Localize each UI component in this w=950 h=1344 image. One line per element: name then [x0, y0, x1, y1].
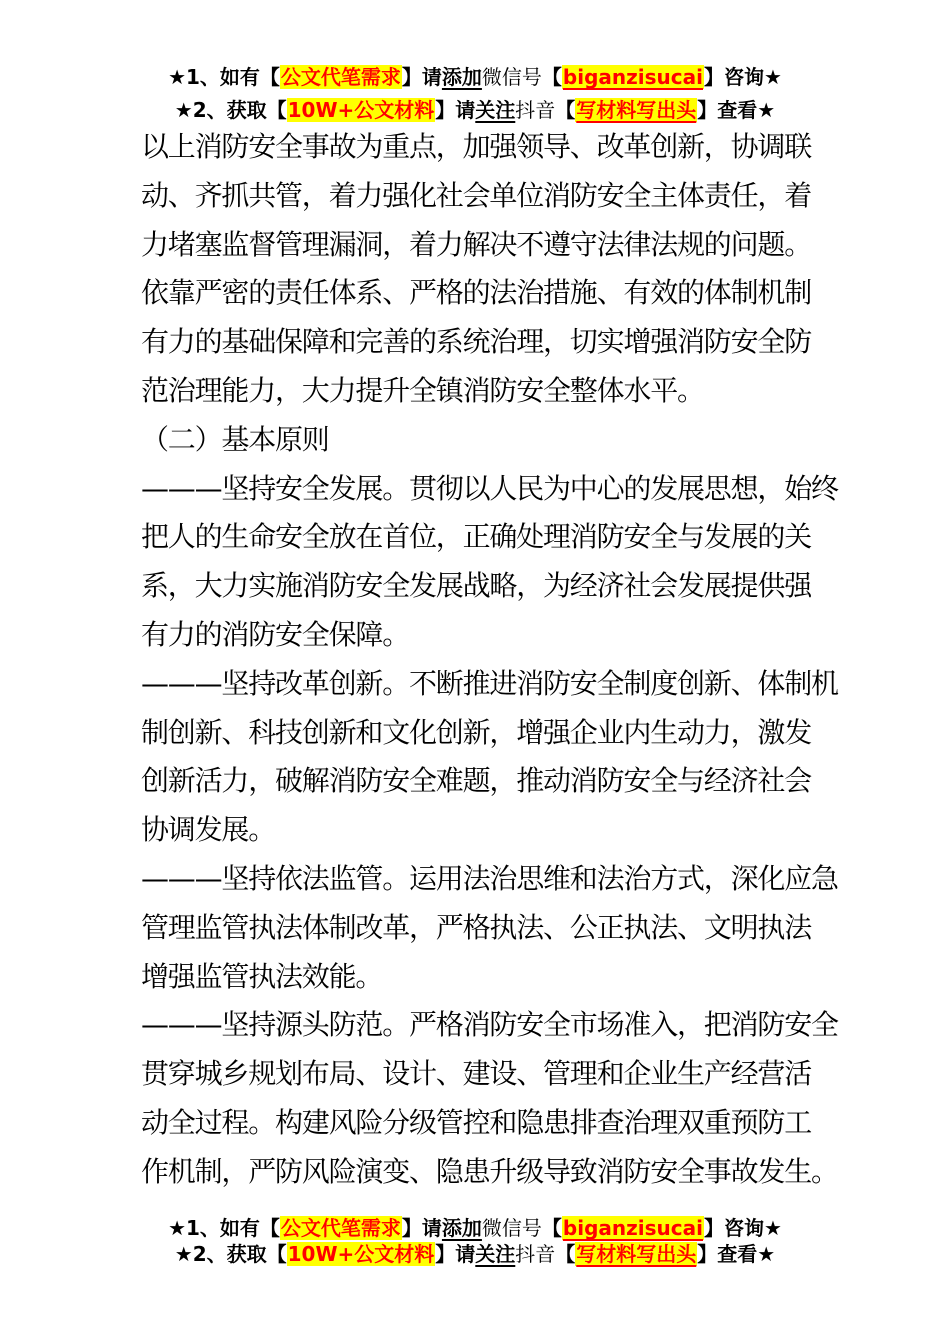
promo-account-highlight: 写材料写出头 [576, 1242, 697, 1266]
header-promo [0, 61, 950, 126]
body-line: 有力的基础保障和完善的系统治理，切实增强消防安全防 [141, 325, 812, 359]
body-line: 动、齐抓共管，着力强化社会单位消防安全主体责任，着 [141, 178, 812, 212]
promo-channel-douyin: 抖音 [515, 97, 556, 122]
promo-bracket-close: 】 [697, 1242, 718, 1266]
body-line: 以上消防安全事故为重点，加强领导、改革创新，协调联 [141, 130, 812, 163]
body-line: ———坚持安全发展。贯彻以人民为中心的发展思想，始终 [141, 471, 838, 505]
promo-prefix: ★1、如有【 [168, 65, 280, 89]
promo-bracket-open: 【 [541, 1216, 562, 1240]
body-line: ———坚持源头防范。严格消防安全市场准入，把消防安全 [141, 1008, 838, 1042]
footer-promo-line-1 [0, 1215, 950, 1241]
body-line: 贯穿城乡规划布局、设计、建设、管理和企业生产经营活 [141, 1057, 812, 1091]
promo-prefix: ★2、获取【 [174, 1242, 287, 1266]
promo-material-highlight: 10W+公文材料 [287, 1242, 435, 1266]
promo-account-highlight: biganzisucai [562, 1216, 703, 1240]
promo-channel-wechat: 微信号 [481, 65, 542, 89]
promo-account-highlight: 写材料写出头 [576, 97, 697, 122]
body-line: 动全过程。构建风险分级管控和隐患排查治理双重预防工 [141, 1105, 812, 1139]
promo-material-highlight: 10W+公文材料 [287, 97, 435, 122]
body-line: 增强监管执法效能。 [141, 959, 383, 993]
body-line: ———坚持依法监管。运用法治思维和法治方式，深化应急 [141, 861, 838, 895]
promo-bracket-open: 【 [555, 1242, 576, 1266]
promo-account-highlight: biganzisucai [562, 65, 703, 89]
body-line: 制创新、科技创新和文化创新，增强企业内生动力，激发 [141, 715, 812, 749]
promo-channel-douyin: 抖音 [515, 1242, 556, 1266]
body-line: 范治理能力，大力提升全镇消防安全整体水平。 [141, 373, 704, 407]
promo-action-follow: 关注 [475, 97, 516, 122]
body-line: 作机制，严防风险演变、隐患升级导致消防安全事故发生。 [141, 1154, 838, 1188]
promo-bracket-close: 】 [697, 97, 718, 122]
body-line: 系，大力实施消防安全发展战略，为经济社会发展提供强 [141, 569, 812, 603]
promo-bracket-text: 】请 [435, 1242, 476, 1266]
body-line: 把人的生命安全放在首位，正确处理消防安全与发展的关 [141, 520, 812, 554]
promo-suffix: 查看★ [717, 1242, 776, 1266]
body-line: 力堵塞监督管理漏洞，着力解决不遵守法律法规的问题。 [141, 227, 812, 261]
promo-bracket-close: 】 [704, 1216, 724, 1240]
promo-bracket-text: 】请 [401, 1216, 442, 1240]
promo-suffix: 查看★ [717, 97, 776, 122]
promo-bracket-open: 【 [555, 97, 576, 122]
body-line: 有力的消防安全保障。 [141, 617, 410, 651]
promo-action-follow: 关注 [475, 1242, 516, 1266]
footer-promo [0, 1215, 950, 1267]
promo-bracket-text: 】请 [401, 65, 442, 89]
body-line: 创新活力，破解消防安全难题，推动消防安全与经济社会 [141, 764, 812, 798]
promo-channel-wechat: 微信号 [481, 1216, 542, 1240]
promo-action-add: 添加 [441, 1216, 482, 1240]
body-line: 协调发展。 [141, 813, 276, 847]
promo-bracket-close: 】 [704, 65, 724, 89]
promo-prefix: ★2、获取【 [174, 97, 287, 122]
body-line: 依靠严密的责任体系、严格的法治措施、有效的体制机制 [141, 276, 812, 310]
promo-suffix: 咨询★ [724, 1216, 782, 1240]
promo-action-add: 添加 [441, 65, 482, 89]
body-line: ———坚持改革创新。不断推进消防安全制度创新、体制机 [141, 666, 838, 700]
promo-bracket-text: 】请 [435, 97, 476, 122]
header-promo-line-1 [0, 61, 950, 94]
promo-suffix: 咨询★ [724, 65, 782, 89]
body-line: 管理监管执法体制改革，严格执法、公正执法、文明执法 [141, 910, 812, 944]
promo-bracket-open: 【 [541, 65, 562, 89]
promo-prefix: ★1、如有【 [168, 1216, 280, 1240]
header-promo-line-2 [0, 94, 950, 127]
footer-promo-line-2 [0, 1241, 950, 1267]
body-heading: （二）基本原则 [141, 422, 329, 456]
document-body [141, 123, 838, 1197]
promo-service-highlight: 公文代笔需求 [280, 1216, 401, 1240]
promo-service-highlight: 公文代笔需求 [280, 65, 401, 89]
